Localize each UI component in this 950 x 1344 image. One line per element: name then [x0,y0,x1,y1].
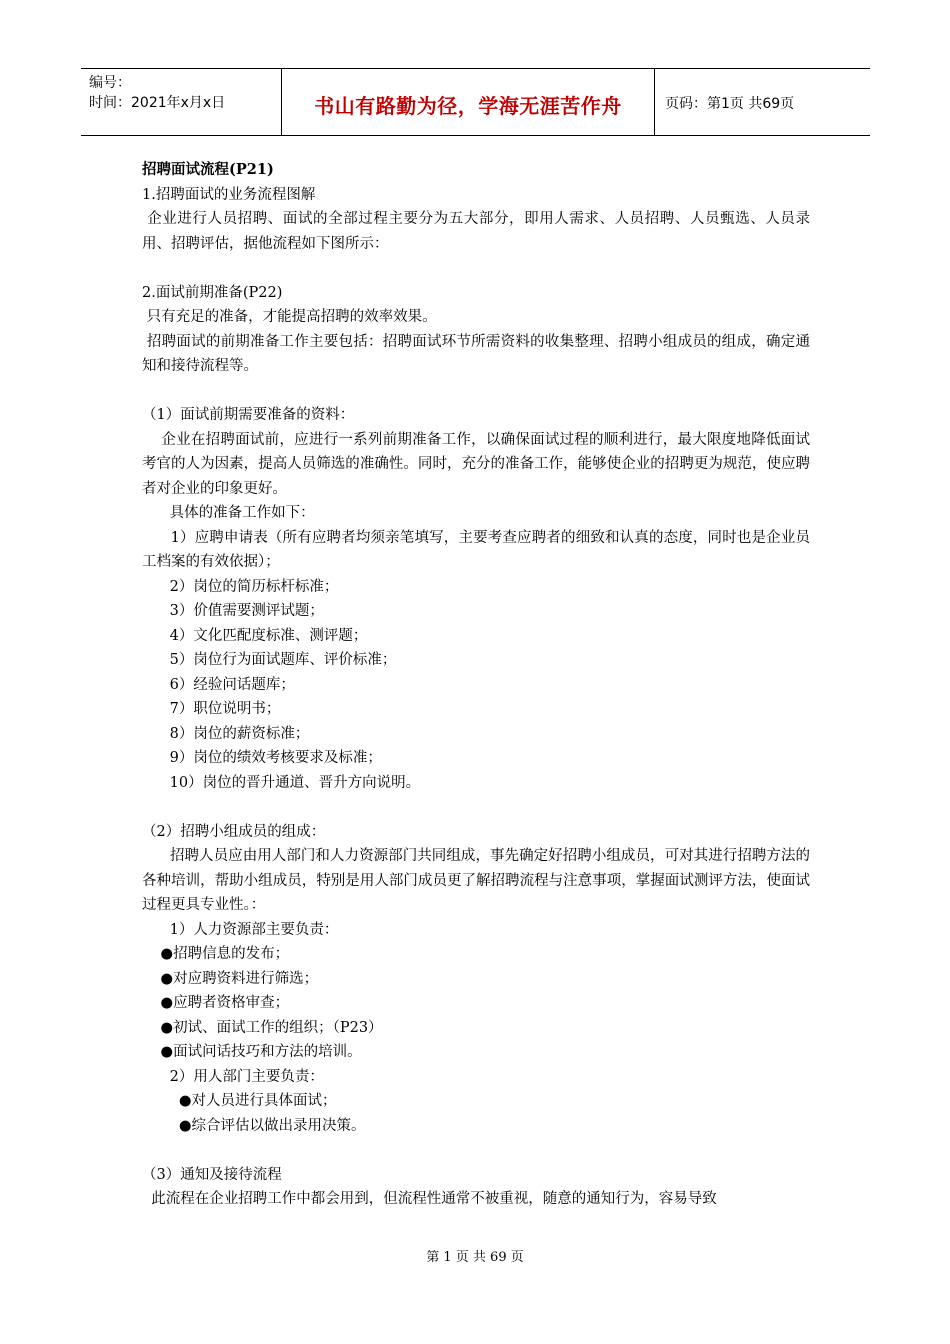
section-1-heading: 1.招聘面试的业务流程图解 [142,186,316,203]
date-label: 时间：2021年x月x日 [89,95,226,111]
list-item: ●综合评估以做出录用决策。 [142,1117,366,1134]
list-item: 10）岗位的晋升通道、晋升方向说明。 [142,774,421,791]
list-item: 8）岗位的薪资标准； [142,725,310,742]
header-motto: 书山有路勤为径，学海无涯苦作舟 [282,69,655,135]
part-1-text: 企业在招聘面试前，应进行一系列前期准备工作，以确保面试过程的顺利进行，最大限度地降低面试考官的人为因素，提高人员筛选的准确性。同时，充分的准备工作，能够使企业的招聘更为规范，使应聘者对企业的印象更好。 [142,431,810,497]
document-body [142,158,810,1212]
list-item: 9）岗位的绩效考核要求及标准； [142,750,382,766]
list-item: ●招聘信息的发布； [142,946,290,962]
section-1-text: 企业进行人员招聘、面试的全部过程主要分为五大部分，即用人需求、人员招聘、人员甄选、人员录用、招聘评估，据他流程如下图所示： [142,211,810,252]
list-item: ●对应聘资料进行筛选； [142,970,319,987]
part-2-heading: （2）招聘小组成员的组成： [142,823,326,840]
dept-duties-heading: 2）用人部门主要负责： [142,1068,324,1085]
list-item: ●面试问话技巧和方法的培训。 [142,1044,362,1060]
list-item: ●应聘者资格审查； [142,995,290,1011]
list-item: ●对人员进行具体面试； [142,1093,337,1109]
page-footer: 第 1 页 共 69 页 [426,1250,524,1265]
list-item: 6）经验问话题库； [142,676,295,693]
list-item: 4）文化匹配度标准、测评题； [142,627,368,644]
part-3-heading: （3）通知及接待流程 [142,1166,282,1183]
header-page-label: 页码：第1页 共69页 [665,96,795,112]
list-item: 5）岗位行为面试题库、评价标准； [142,652,397,668]
section-2-heading: 2.面试前期准备(P22) [142,284,283,301]
part-1-heading: （1）面试前期需要准备的资料： [142,407,355,423]
part-2-text: 招聘人员应由用人部门和人力资源部门共同组成，事先确定好招聘小组成员，可对其进行招聘方法的各种培训，帮助小组成员，特别是用人部门成员更了解招聘流程与注意事项，掌握面试测评方法，使面试过程更具专业性。： [142,848,811,913]
section-2-line-2: 招聘面试的前期准备工作主要包括：招聘面试环节所需资料的收集整理、招聘小组成员的组成，确定通知和接待流程等。 [142,333,811,374]
list-item: ●初试、面试工作的组织；（P23） [142,1019,383,1036]
page-header [81,68,870,136]
number-label: 编号： [89,75,131,91]
part-1-item-1: 1）应聘申请表（所有应聘者均须亲笔填写，主要考查应聘者的细致和认真的态度，同时也是企业员工档案的有效依据）； [142,529,810,570]
part-1-intro: 具体的准备工作如下： [142,505,315,521]
document-title: 招聘面试流程(P21) [142,161,274,178]
header-meta [81,69,282,135]
list-item: 3）价值需要测评试题； [142,603,324,619]
part-3-text: 此流程在企业招聘工作中都会用到，但流程性通常不被重视，随意的通知行为，容易导致 [142,1191,717,1207]
section-2-line-1: 只有充足的准备，才能提高招聘的效率效果。 [142,309,437,325]
hr-duties-heading: 1）人力资源部主要负责： [142,921,339,938]
list-item: 2）岗位的简历标杆标准； [142,578,339,595]
list-item: 7）职位说明书； [142,701,281,717]
